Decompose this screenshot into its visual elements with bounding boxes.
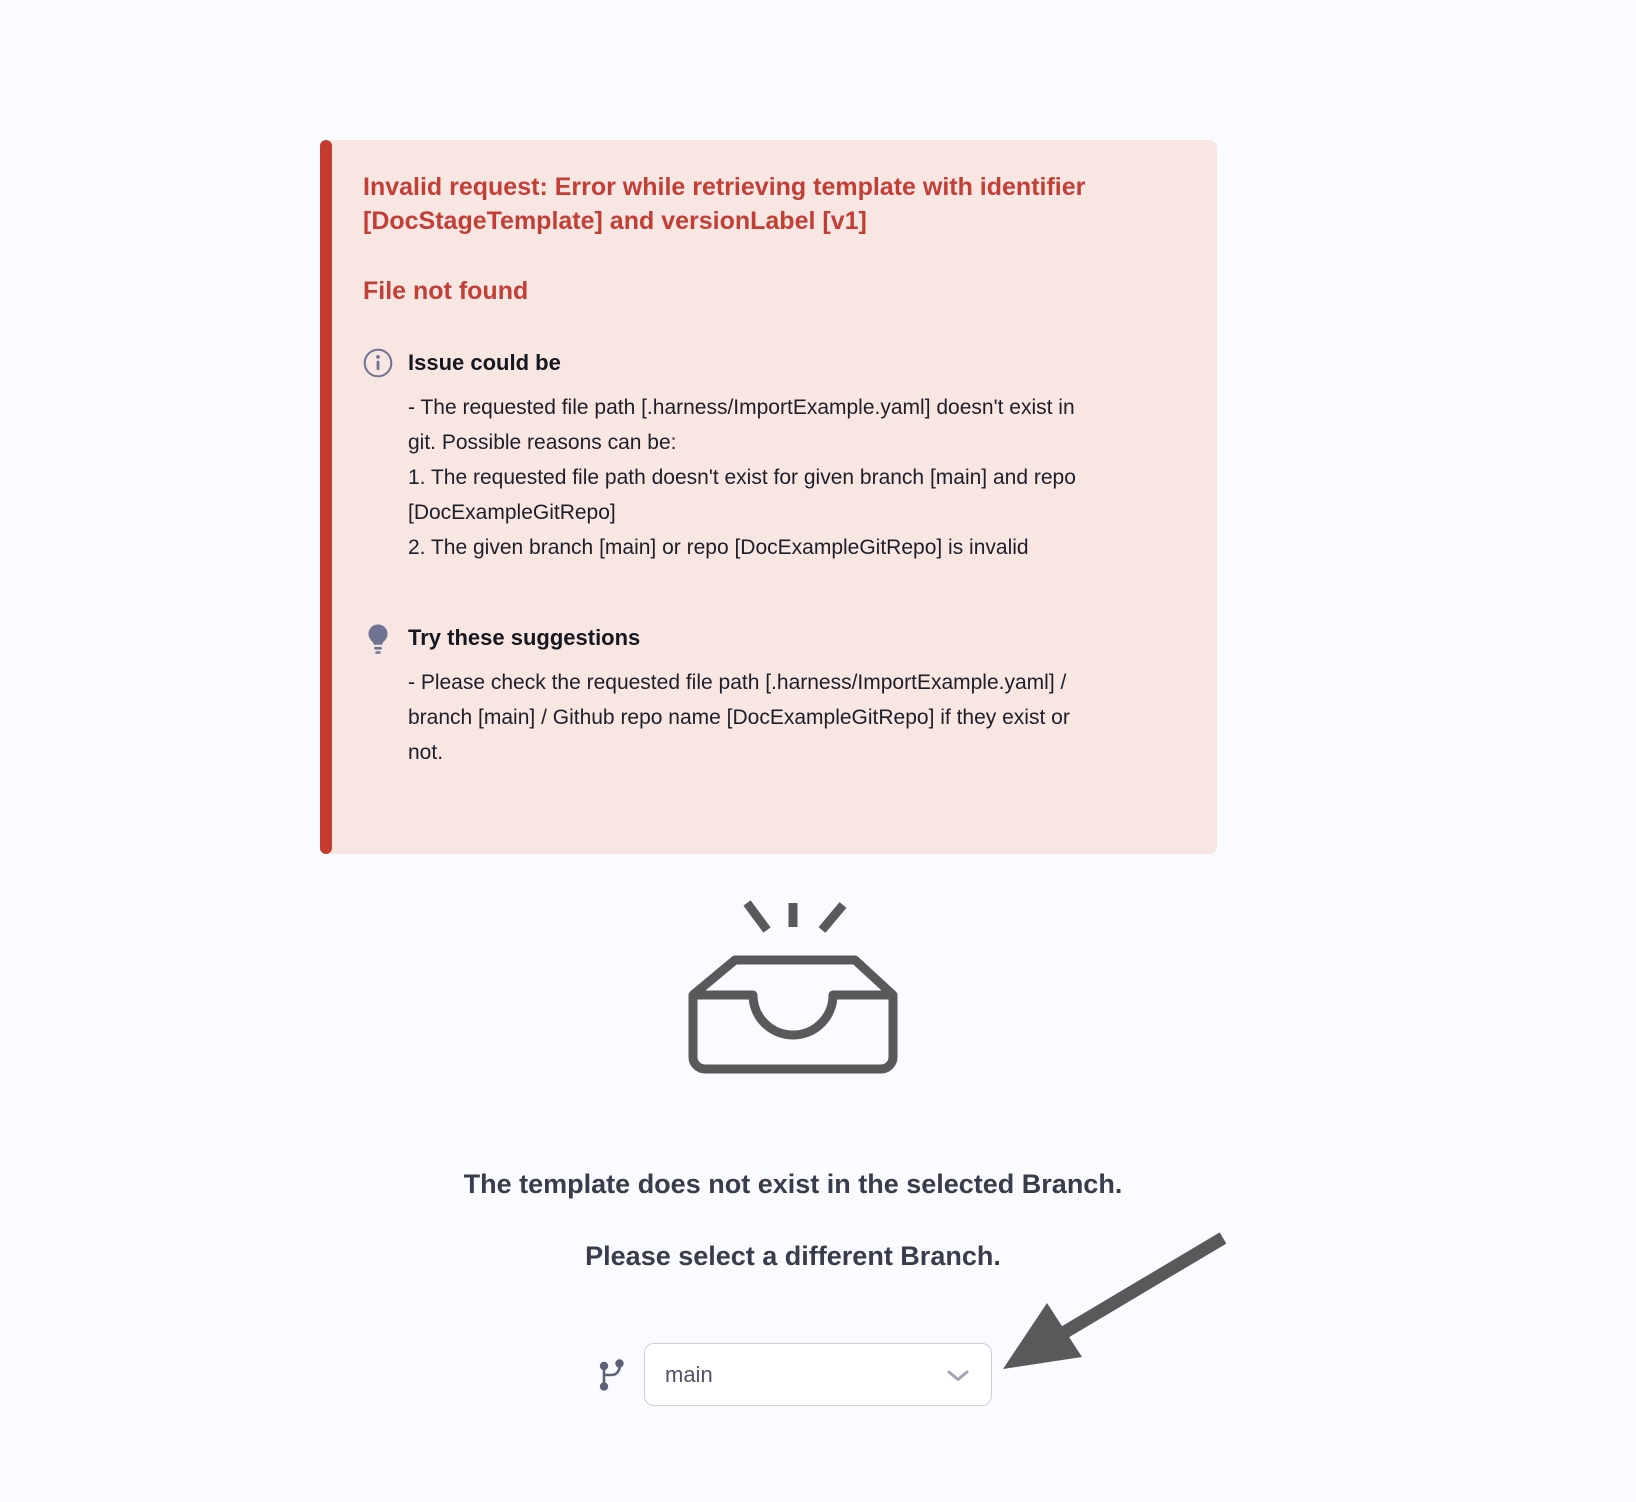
arrow-pointer [990, 1225, 1240, 1380]
suggestions-body [408, 665, 1181, 770]
issue-body [408, 390, 1181, 565]
issue-line: [DocExampleGitRepo] [408, 501, 616, 524]
suggestion-line: not. [408, 741, 444, 764]
issue-line: git. Possible reasons can be: [408, 431, 677, 454]
issue-line: - The requested file path [.harness/ImportExample.yaml] doesn't exist in [408, 396, 1075, 419]
issue-line: 1. The requested file path doesn't exist for given branch [main] and repo [408, 466, 1076, 489]
info-icon [363, 348, 393, 378]
empty-state-message-secondary: Please select a different Branch. [585, 1241, 1001, 1271]
branch-select-value: main [665, 1361, 713, 1387]
branch-select[interactable] [644, 1343, 992, 1406]
error-title-line: Invalid request: Error while retrieving template with identifier [363, 173, 1086, 201]
empty-inbox-icon [685, 897, 901, 1081]
lightbulb-icon [363, 623, 393, 653]
empty-state-message-primary: The template does not exist in the selected Branch. [463, 1169, 1123, 1199]
error-banner [320, 140, 1217, 854]
suggestions-section [363, 623, 1181, 770]
suggestion-line: branch [main] / Github repo name [DocExampleGitRepo] if they exist or [408, 706, 1070, 729]
error-title-line: [DocStageTemplate] and versionLabel [v1] [363, 207, 867, 235]
suggestions-heading: Try these suggestions [408, 625, 641, 650]
issue-line: 2. The given branch [main] or repo [DocExampleGitRepo] is invalid [408, 536, 1029, 559]
chevron-down-icon[interactable] [947, 1369, 969, 1381]
error-title [363, 170, 1181, 238]
issue-section [363, 348, 1181, 565]
error-subtitle: File not found [363, 277, 529, 305]
suggestion-line: - Please check the requested file path [.harness/ImportExample.yaml] / [408, 671, 1067, 694]
git-branch-icon [596, 1356, 628, 1392]
issue-heading: Issue could be [408, 350, 561, 375]
